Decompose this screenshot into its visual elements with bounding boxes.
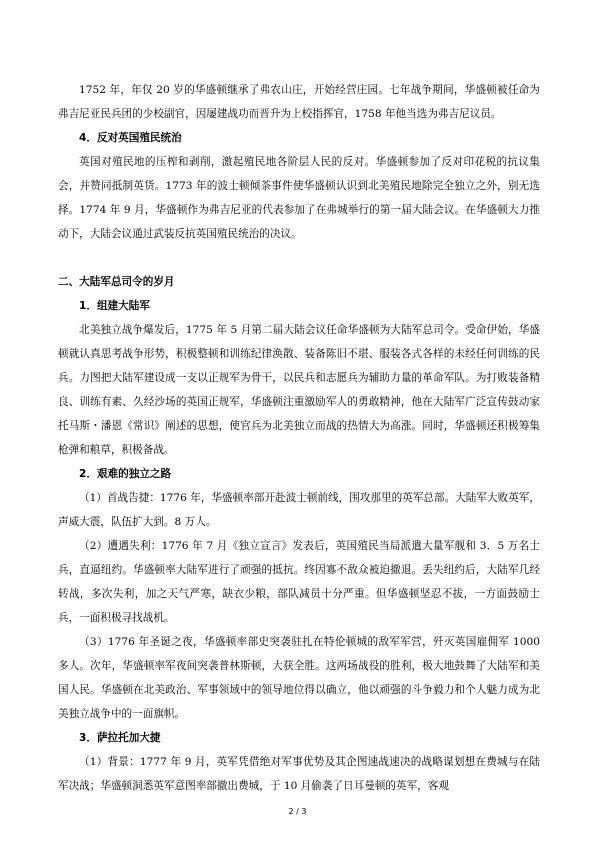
heading-build-continental-army: 1．组建大陆军: [79, 300, 150, 312]
paragraph-build-continental-army: 北美独立战争爆发后，1775 年 5 月第二届大陆会议任命华盛顿为大陆军总司令。受命伊始，华盛顿就认真思考战争形势，积极整顿和训练纪律涣散、装备陈旧不堪、服装各式各样的未经任何训练的民兵。力图把大陆军建设成一支以正规军为骨干，以民兵和志愿兵为辅助力量的革命军队。为打败装备精良、训练有素、久经沙场的英国正规军，华盛顿注重激励军人的勇敢精神，他在大陆军广泛宣传鼓动家托马斯・潘恩《常识》阐述的思想，使官兵为北美独立而战的热情大为高涨。同时，华盛顿还积极筹集枪弹和粮草，积极备战。: [58, 324, 540, 456]
paragraph-first-victory: （1）首战告捷：1776 年，华盛顿率部开赴波士顿前线，围攻那里的英军总部。大陆军大败英军，声威大震，队伍扩大到。8 万人。: [58, 492, 540, 528]
paragraph-saratoga-background: （1）背景：1777 年 9 月，英军凭借绝对军事优势及其企图速战速决的战略谋划想在费城与在陆军决战；华盛顿洞悉英军意图率部撤出费城，于 10 月偷袭了日耳曼顿的英军，客观: [58, 756, 540, 792]
heading-commander-years: 二、大陆军总司令的岁月: [58, 276, 175, 288]
paragraph-setbacks: （2）遭遇失利：1776 年 7 月《独立宣言》发表后，英国殖民当局派遣大量军舰和 3．5 万名士兵，直逼纽约。华盛顿率大陆军进行了顽强的抵抗。终因寡不敌众被迫撤退。丢失纽约后，大陆军几经转战，多次失利，加之天气严寒，缺衣少粮，部队减员十分严重。但华盛顿坚忍不拔，一方面鼓励士兵，一面积极寻找战机。: [58, 540, 540, 624]
page-number: 2 / 3: [288, 807, 307, 816]
paragraph-early-life: 1752 年，年仅 20 岁的华盛顿继承了弗农山庄，开始经营庄园。七年战争期间，华盛顿被任命为弗吉尼亚民兵团的少校副官，因屡建战功而晋升为上校指挥官，1758 年他当选为弗吉尼议员。: [58, 84, 540, 120]
paragraph-trenton: （3）1776 年圣诞之夜，华盛顿率部史突袭驻扎在特伦顿城的敌军军营，歼灭英国雇佣军 1000 多人。次年，华盛顿率军夜间突袭普林斯顿，大获全胜。这两场战役的胜利，极大地鼓舞了大陆军和美国人民。华盛顿在北美政治、军事领域中的领导地位得以确立，他以顽强的斗争毅力和个人魅力成为北美独立战争中的一面旗帜。: [58, 636, 540, 720]
heading-road-to-independence: 2．艰难的独立之路: [79, 468, 172, 480]
section-gap: [58, 246, 540, 270]
heading-oppose-british-rule: 4．反对英国殖民统治: [79, 132, 182, 144]
heading-saratoga: 3．萨拉托加大捷: [79, 732, 161, 744]
document-body: [58, 78, 540, 798]
paragraph-oppose-british-rule: 英国对殖民地的压榨和剥削，激起殖民地各阶层人民的反对。华盛顿参加了反对印花税的抗议集会，并赞同抵制英货。1773 年的波士顿倾茶事件使华盛顿认识到北美殖民地除完全独立之外，别无选择。1774 年 9 月，华盛顿作为弗吉尼亚的代表参加了在弗城举行的第一届大陆会议。在华盛顿大力推动下，大陆会议通过武装反抗英国殖民统治的决议。: [58, 156, 540, 240]
